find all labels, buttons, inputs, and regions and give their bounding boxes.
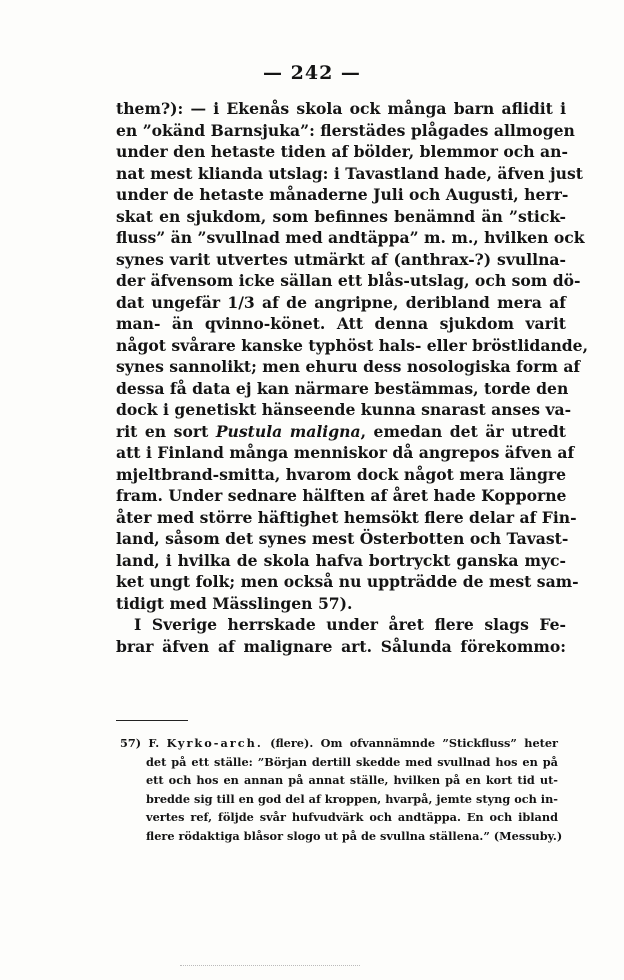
text-line: fram. Under sednare hälften af året hade Kopporne	[116, 486, 567, 505]
footnote-rule	[116, 720, 188, 721]
text-line: en ”okänd Barnsjuka”: flerstädes plågades allmogen	[116, 120, 575, 140]
body-text	[116, 98, 589, 657]
footnote-line: vertes ref, följde svår hufvudvärk och andtäppa. En och ibland	[146, 810, 558, 824]
text-line: mjeltbrand-smitta, hvarom dock något mera längre	[116, 464, 566, 484]
text-line-indented: I Sverige herrskade under året flere slags Fe-	[134, 615, 566, 634]
footnote-line: det på ett ställe: ”Början dertill skedde med svullnad hos en på	[146, 754, 558, 769]
text-line: dock i genetiskt hänseende kunna snarast anses va-	[116, 400, 572, 419]
text-line: them?): — i Ekenås skola ock många barn aflidit i	[116, 99, 566, 118]
footnote	[120, 734, 563, 845]
text-line: der äfvensom icke sällan ett blås-utslag, och som dö-	[116, 271, 581, 290]
text-line: ket ungt folk; men också nu uppträdde de mest sam-	[116, 572, 579, 591]
text-line-last: tidigt med Mässlingen 57).	[116, 593, 353, 613]
text-line: man- än qvinno-könet. Att denna sjukdom varit	[116, 314, 566, 333]
footnote-line: bredde sig till en god del af kroppen, hvarpå, jemte styng och in-	[146, 791, 558, 806]
text-line: land, såsom det synes mest Österbotten och Tavast-	[116, 529, 569, 548]
footnote-line: flere rödaktiga blåsor slogo ut på de svullna ställena.” (Messuby.)	[146, 828, 563, 843]
text-line: nat mest klianda utslag: i Tavastland hade, äfven just	[116, 163, 583, 183]
text-line: något svårare kanske typhöst hals- eller bröstlidande,	[116, 335, 589, 355]
text-line: under de hetaste månaderne Juli och Augusti, herr-	[116, 185, 569, 204]
text-line: synes sannolikt; men ehuru dess nosologiska form af	[116, 357, 581, 376]
footnote-line: 57) F. Kyrko-arch. (flere). Om ofvannämnde ”Stickfluss” heter	[120, 736, 558, 750]
text-line: dessa få data ej kan närmare bestämmas, torde den	[116, 378, 569, 398]
page-number: — 242 —	[263, 62, 361, 84]
italic-term: Pustula maligna	[215, 421, 361, 441]
scan-artifact	[180, 965, 360, 966]
text-line: land, i hvilka de skola hafva bortryckt ganska myc-	[116, 550, 566, 570]
footnote-source: Kyrko-arch.	[166, 736, 263, 750]
footnote-line: ett och hos en annan på annat ställe, hvilken på en kort tid ut-	[146, 773, 558, 787]
text-line: åter med större häftighet hemsökt flere delar af Fin-	[116, 507, 577, 527]
text-line: synes varit utvertes utmärkt af (anthrax-?) svullna-	[116, 249, 566, 269]
text-line: fluss” än ”svullnad med andtäppa” m. m., hvilken ock	[116, 228, 585, 247]
text-line: under den hetaste tiden af bölder, blemmor och an-	[116, 142, 568, 161]
text-line: dat ungefär 1/3 af de angripne, deribland mera af	[116, 292, 566, 312]
text-line: att i Finland många menniskor då angrepos äfven af	[116, 443, 575, 462]
text-line-italic: rit en sort Pustula maligna, emedan det är utredt	[116, 421, 566, 441]
text-line: skat en sjukdom, som befinnes benämnd än ”stick-	[116, 206, 566, 226]
text-line: brar äfven af malignare art. Sålunda förekommo:	[116, 636, 566, 656]
